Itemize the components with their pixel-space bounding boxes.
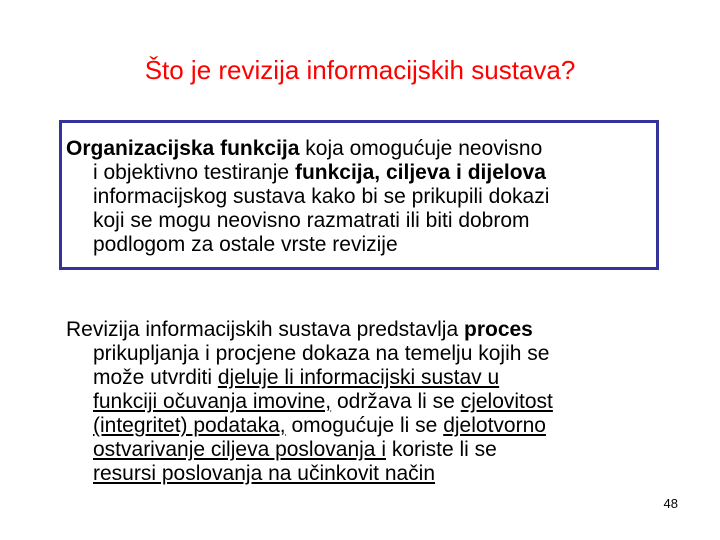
audit-paragraph — [66, 318, 686, 486]
audit-line-6 — [66, 438, 686, 462]
definition-line-3: informacijskog sustava kako bi se prikupili dokazi — [93, 185, 550, 208]
text-segment: koriste li se — [386, 438, 497, 461]
definition-paragraph — [66, 137, 686, 257]
underlined-phrase: resursi poslovanja na učinkovit način — [93, 462, 436, 485]
audit-line-4 — [66, 390, 686, 414]
definition-line-5: podlogom za ostale vrste revizije — [93, 233, 398, 256]
audit-line-1 — [66, 318, 686, 342]
audit-line-7 — [66, 462, 686, 486]
audit-line-2: prikupljanja i procjene dokaza na temelju kojih se — [93, 342, 550, 365]
audit-line-5 — [66, 414, 686, 438]
definition-line-1 — [66, 137, 686, 161]
bold-term: proces — [464, 318, 533, 341]
text-segment: omogućuje li se — [285, 414, 444, 437]
underlined-phrase: funkciji očuvanja imovine, — [93, 390, 332, 413]
text-segment: može utvrditi — [93, 366, 218, 389]
bold-term: funkcija, ciljeva i dijelova — [294, 161, 546, 184]
underlined-phrase: cjelovitost — [460, 390, 553, 413]
text-segment: i objektivno testiranje — [93, 161, 295, 184]
underlined-phrase: djelotvorno — [443, 414, 546, 437]
text-segment: koja omogućuje neovisno — [299, 137, 543, 160]
underlined-phrase: djeluje li informacijski sustav u — [217, 366, 500, 389]
definition-line-4: koji se mogu neovisno razmatrati ili biti dobrom — [93, 209, 530, 232]
text-segment: održava li se — [331, 390, 461, 413]
underlined-phrase: (integritet) podataka, — [93, 414, 286, 437]
text-segment: Revizija informacijskih sustava predstavlja — [66, 318, 464, 341]
page-number: 48 — [663, 496, 678, 511]
slide-title: Što je revizija informacijskih sustava? — [144, 55, 576, 85]
definition-line-2 — [66, 161, 686, 185]
underlined-phrase: ostvarivanje ciljeva poslovanja i — [93, 438, 386, 461]
audit-line-3 — [66, 366, 686, 390]
bold-term: Organizacijska funkcija — [66, 137, 300, 160]
